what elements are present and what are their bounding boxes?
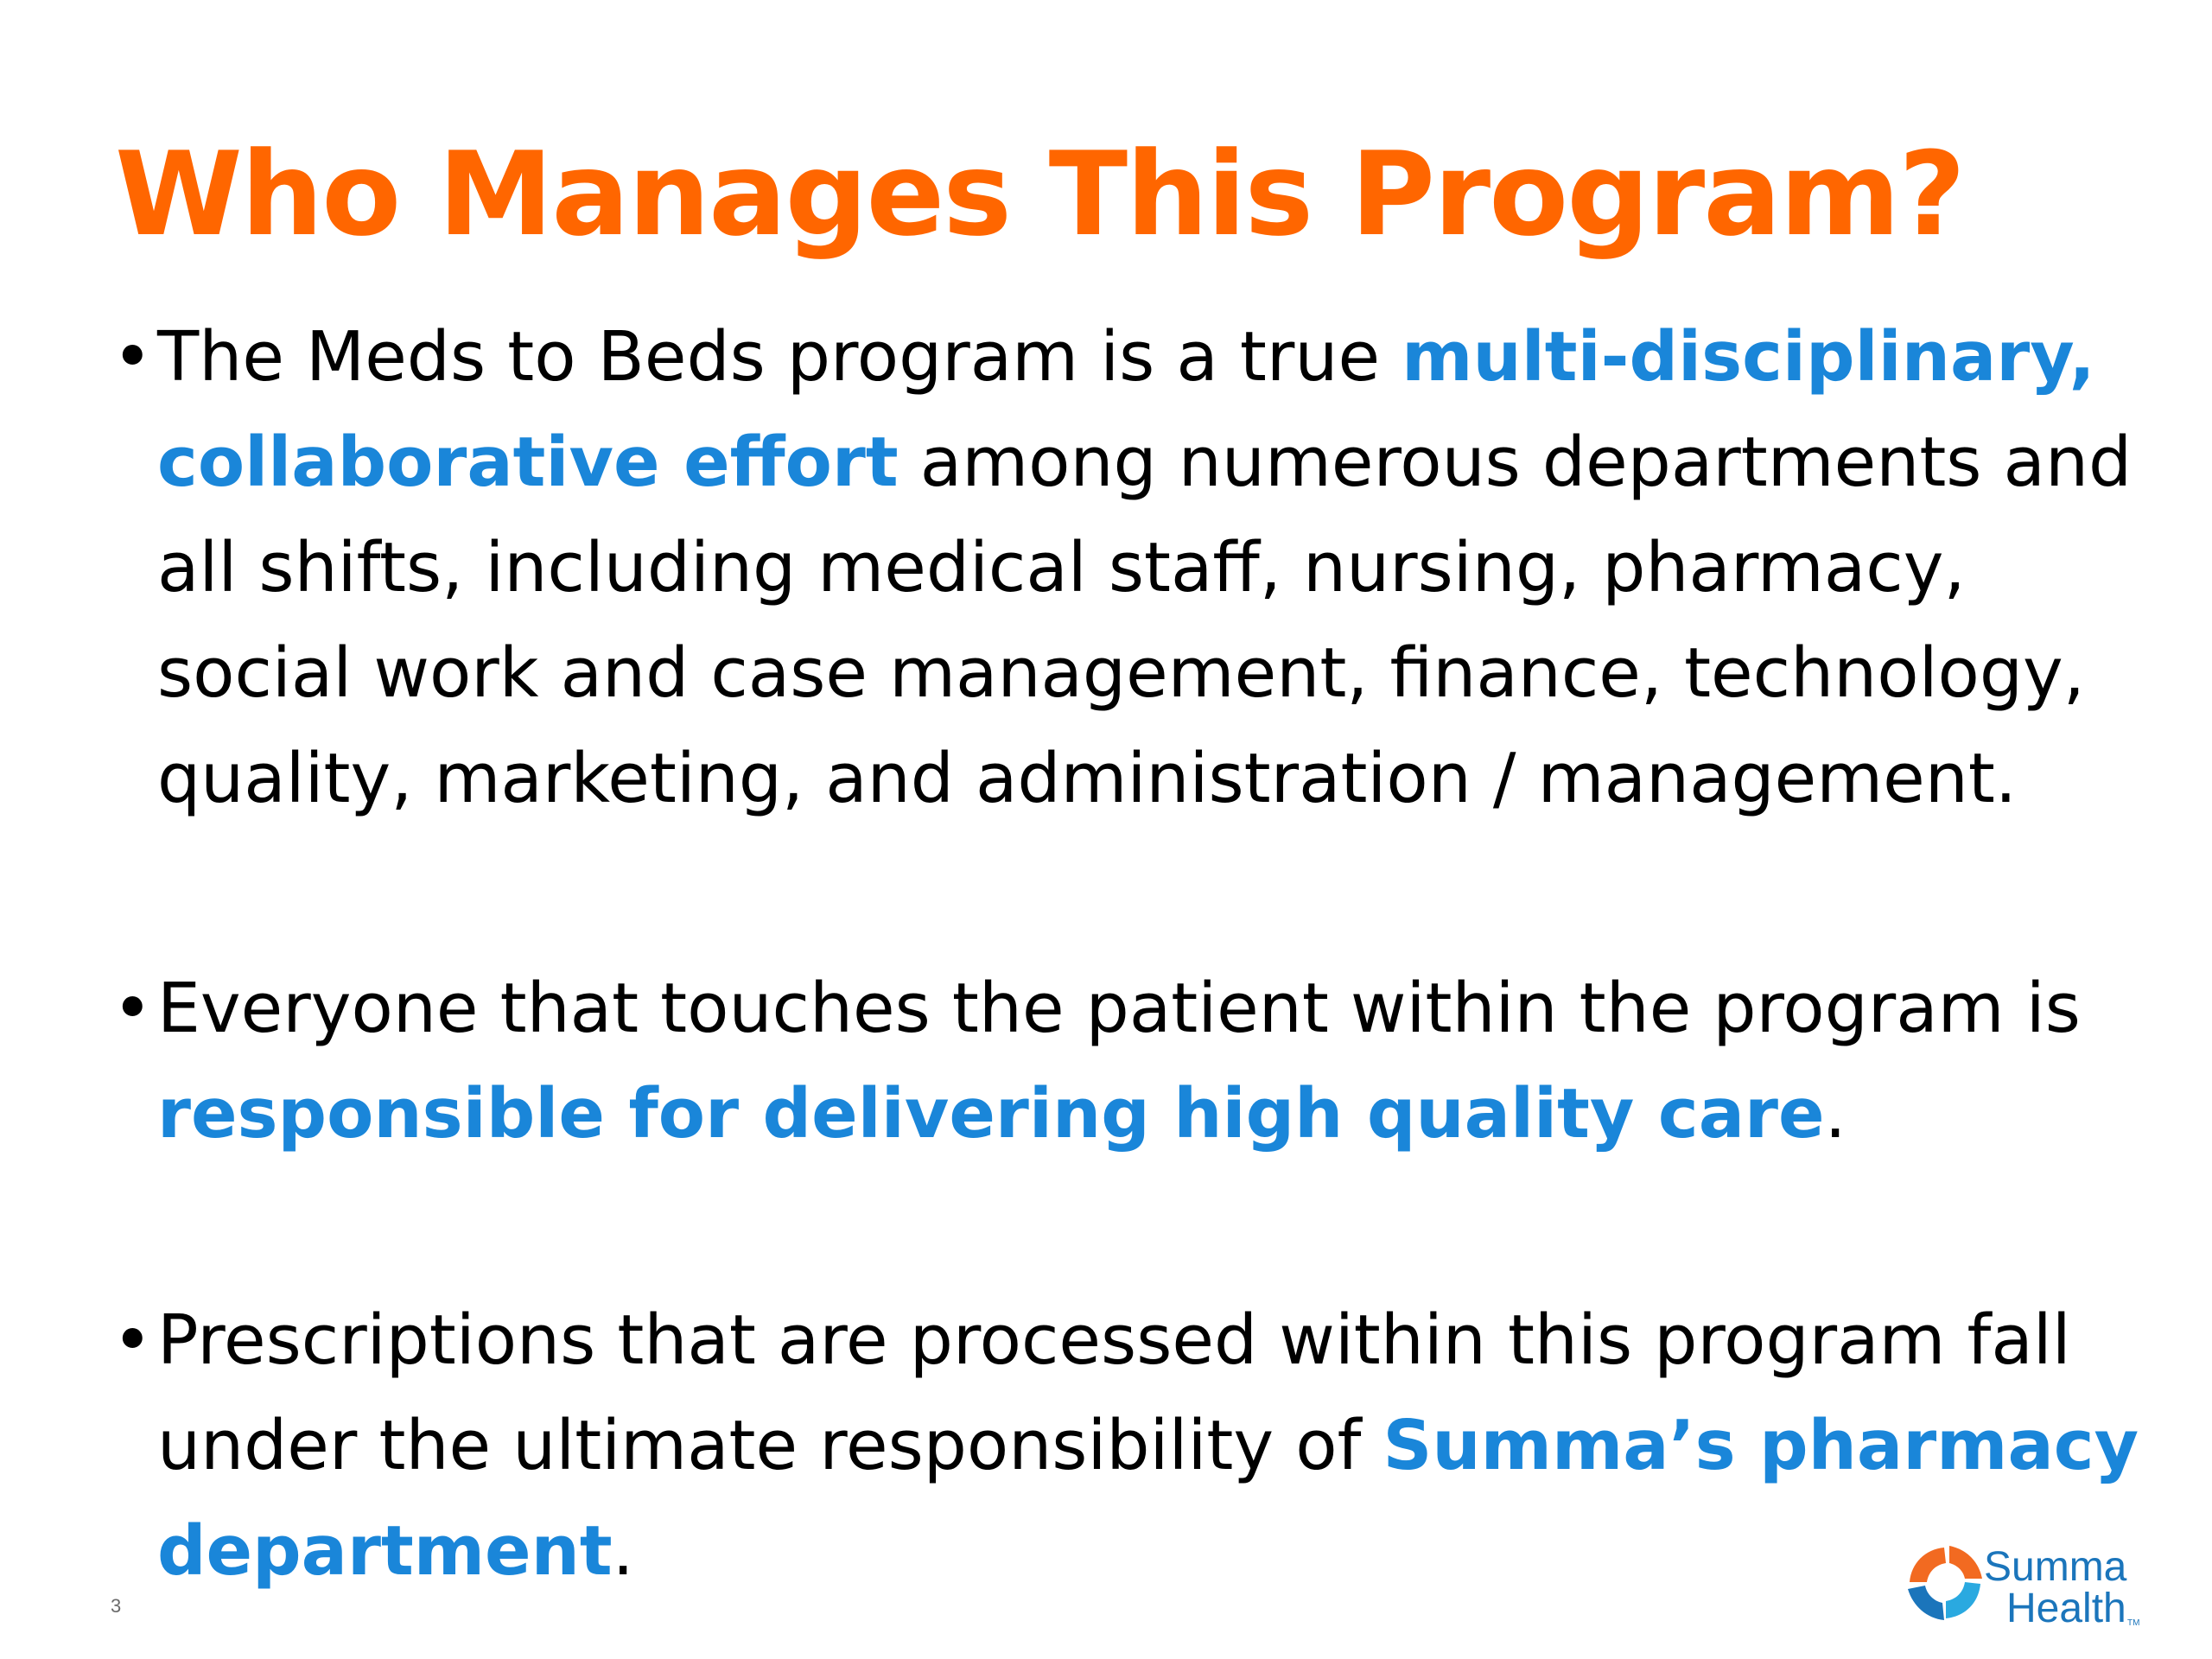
- bullet-highlight: Summa’s pharmacy department: [157, 1406, 2139, 1591]
- logo-swoosh-blue: [1908, 1586, 1944, 1620]
- bullet-highlight: multi-disciplinary, collaborative effort: [157, 317, 2095, 502]
- summa-health-logo-icon: [1901, 1541, 1987, 1627]
- logo-word-summa: Summa: [1984, 1544, 2127, 1590]
- page-number: 3: [111, 1595, 122, 1617]
- logo-swoosh-teal: [1946, 1582, 1980, 1618]
- bullet-text: .: [1824, 1074, 1847, 1154]
- bullet-highlight: responsible for delivering high quality care: [157, 1074, 1825, 1154]
- summa-health-logo: [1901, 1534, 2143, 1637]
- logo-swoosh-orange-2: [1949, 1546, 1982, 1579]
- logo-swoosh-orange: [1910, 1548, 1946, 1582]
- bullet-glyph: •: [112, 317, 153, 397]
- bullet-text: among numerous departments and all shifts, including medical staff, nursing, pharmacy, social work and case management, finance, technology, quality, marketing, and administration / management.: [157, 423, 2133, 818]
- logo-trademark: TM: [2127, 1618, 2140, 1628]
- bullet-glyph: •: [112, 969, 153, 1048]
- bullet-item: [112, 1287, 2169, 1604]
- bullet-list: [112, 304, 2169, 1604]
- bullet-glyph: •: [112, 1300, 153, 1380]
- bullet-text: .: [612, 1511, 634, 1591]
- bullet-item: [112, 956, 2169, 1166]
- slide-title: Who Manages This Program?: [115, 127, 1964, 262]
- bullet-text: Prescriptions that are processed within this program fall under the ultimate responsibility of: [157, 1300, 2071, 1485]
- bullet-item: [112, 304, 2169, 831]
- bullet-text: Everyone that touches the patient within the program is: [157, 969, 2081, 1048]
- bullet-text: The Meds to Beds program is a true: [157, 317, 1402, 397]
- logo-word-health: Health: [2006, 1586, 2126, 1631]
